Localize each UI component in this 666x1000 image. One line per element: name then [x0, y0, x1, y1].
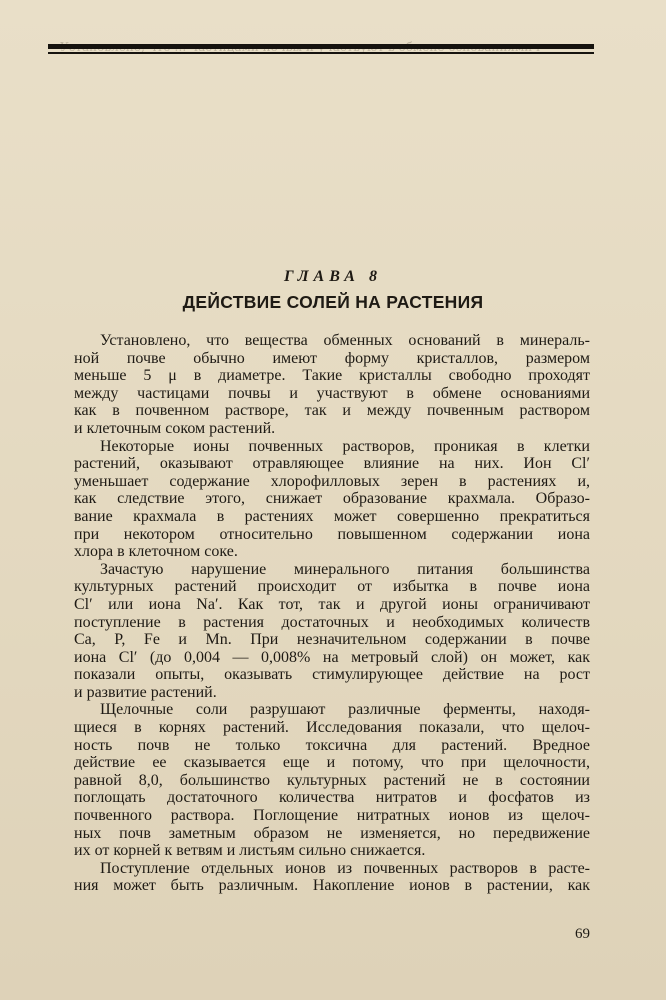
- text-line: уменьшает содержание хлорофилловых зерен в растениях и,: [74, 472, 590, 490]
- text-line: их от корней к ветвям и листьям сильно снижается.: [74, 842, 426, 860]
- text-line: Некоторые ионы почвенных растворов, проникая в клетки: [100, 437, 590, 455]
- text-line: Установлено, что вещества обменных оснований в минераль-: [100, 332, 590, 349]
- header-rule-thin: [48, 52, 594, 54]
- text-line: иона Cl′ (до 0,004 — 0,008% на метровый слой) он может, как: [74, 648, 590, 666]
- paragraph: [74, 332, 590, 438]
- text-line: растений, оказывают отравляющее влияние на них. Ион Cl′: [74, 455, 590, 473]
- text-line: Ca, P, Fe и Mn. При незначительном содержании в почве: [74, 631, 590, 649]
- header-rule-thick: [48, 44, 594, 49]
- text-line: щиеся в корнях растений. Исследования показали, что щелоч-: [74, 719, 590, 737]
- text-line: ность почв не только токсична для растений. Вредное: [74, 736, 590, 754]
- text-line: показали опыты, оказывать стимулирующее действие на рост: [74, 666, 590, 684]
- text-line: между частицами почвы и участвуют в обмене основаниями: [74, 384, 590, 402]
- text-line: Cl′ или иона Na′. Как тот, так и другой ионы ограничивают: [74, 595, 590, 613]
- text-line: ния может быть различным. Накопление ионов в растении, как: [74, 877, 590, 895]
- text-line: Поступление отдельных ионов из почвенных растворов в расте-: [100, 859, 590, 877]
- text-line: как следствие этого, снижает образование крахмала. Образо-: [74, 490, 590, 508]
- text-line: вание крахмала в растениях может совершенно прекратиться: [74, 507, 590, 525]
- text-line: поступление в растения достаточных и необходимых количеств: [74, 613, 590, 631]
- paragraph: [74, 701, 590, 859]
- body-text: [74, 332, 590, 895]
- text-line: поглощать достаточного количества нитратов и фосфатов из: [74, 789, 590, 807]
- text-line: хлора в клеточном соке.: [74, 543, 238, 561]
- text-line: ных почв заметным образом не изменяется, но передвижение: [74, 824, 590, 842]
- text-line: почвенного раствора. Поглощение нитратных ионов из щелоч-: [74, 807, 590, 825]
- page-number: 69: [575, 926, 590, 942]
- paragraph: [74, 561, 590, 702]
- text-line: как в почвенном растворе, так и между почвенным раствором: [74, 402, 590, 420]
- text-line: и развитие растений.: [74, 683, 217, 701]
- chapter-title: ДЕЙСТВИЕ СОЛЕЙ НА РАСТЕНИЯ: [182, 292, 484, 312]
- text-line: действие ее сказывается еще и потому, что при щелочности,: [74, 754, 590, 772]
- chapter-label: ГЛАВА 8: [284, 268, 382, 285]
- paragraph: [74, 438, 590, 561]
- text-line: и клеточным соком растений.: [74, 419, 276, 437]
- text-line: равной 8,0, большинство культурных растений не в состоянии: [74, 771, 590, 789]
- text-line: меньше 5 μ в диаметре. Такие кристаллы свободно проходят: [74, 367, 590, 385]
- text-line: культурных растений происходит от избытка в почве иона: [74, 578, 590, 596]
- paragraph: [74, 860, 590, 895]
- text-line: при некотором относительно повышенном содержании иона: [74, 525, 590, 543]
- text-line: Щелочные соли разрушают различные ферменты, находя-: [100, 701, 590, 719]
- text-line: ной почве обычно имеют форму кристаллов, размером: [74, 349, 590, 367]
- text-line: Зачастую нарушение минерального питания большинства: [100, 560, 590, 578]
